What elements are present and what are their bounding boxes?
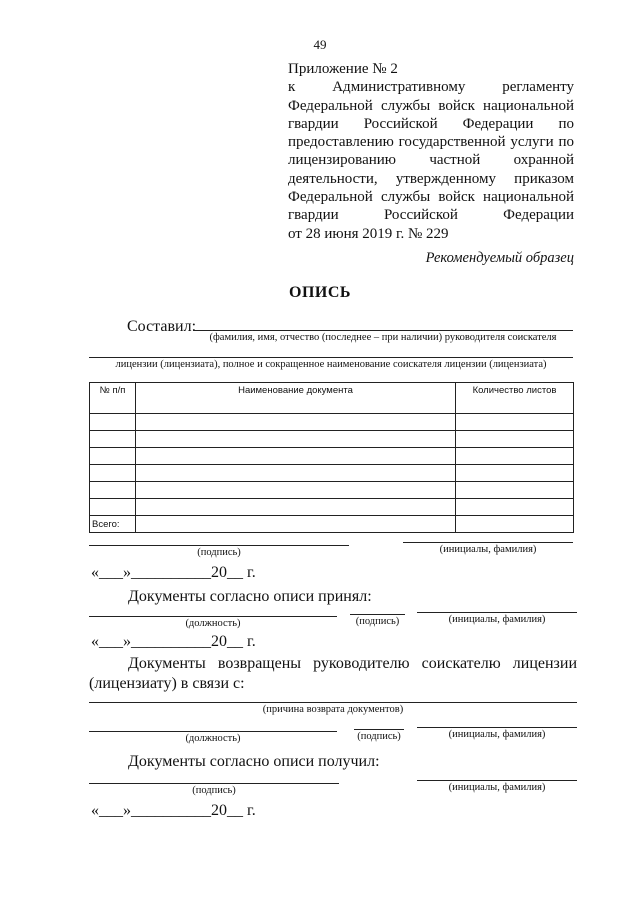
table-cell xyxy=(136,431,456,448)
date-line: «___»__________20__ г. xyxy=(91,802,256,819)
date-line: «___»__________20__ г. xyxy=(91,564,256,581)
table-cell xyxy=(136,482,456,499)
composed-line-2 xyxy=(89,357,573,358)
signature-caption: (подпись) xyxy=(197,547,241,558)
appendix-line: предоставлению государственной услуги по xyxy=(288,134,574,151)
table-row xyxy=(90,482,574,499)
signature-caption: (подпись) xyxy=(355,616,400,627)
composed-caption-1: (фамилия, имя, отчество (последнее – при наличии) руководителя соискателя xyxy=(209,332,557,343)
recommended-sample-note: Рекомендуемый образец xyxy=(425,250,574,266)
document-title: ОПИСЬ xyxy=(289,284,351,301)
inventory-table xyxy=(89,382,574,533)
initials-line xyxy=(417,780,577,781)
appendix-line: к Административному регламенту xyxy=(288,79,574,96)
table-cell xyxy=(90,431,136,448)
table-cell xyxy=(90,482,136,499)
reason-line xyxy=(89,702,577,703)
appendix-line: гвардии Российской Федерации xyxy=(288,207,574,224)
appendix-line: Федеральной службы войск национальной xyxy=(288,97,574,114)
table-row xyxy=(90,499,574,516)
appendix-line: Приложение № 2 xyxy=(288,61,398,77)
table-cell xyxy=(136,465,456,482)
appendix-line: гвардии Российской Федерации по xyxy=(288,115,574,132)
position-line xyxy=(89,731,337,732)
appendix-header xyxy=(288,60,574,243)
table-cell xyxy=(456,499,574,516)
initials-line xyxy=(417,612,577,613)
table-total-row xyxy=(90,516,574,533)
signature-line xyxy=(350,614,405,615)
initials-caption: (инициалы, фамилия) xyxy=(448,782,546,793)
composed-label: Составил: xyxy=(127,318,197,335)
col-header-document: Наименование документа xyxy=(136,383,456,414)
composed-line xyxy=(193,330,573,331)
table-row xyxy=(90,414,574,431)
returned-heading-text: Документы возвращены руководителю соискателю лицензии xyxy=(128,655,577,672)
appendix-line: деятельности, утвержденному приказом xyxy=(288,170,574,187)
initials-caption: (инициалы, фамилия) xyxy=(448,729,546,740)
table-cell xyxy=(136,414,456,431)
table-cell xyxy=(456,465,574,482)
appendix-line: лицензированию частной охранной xyxy=(288,152,574,169)
appendix-line: Федеральной службы войск национальной xyxy=(288,189,574,206)
signature-caption: (подпись) xyxy=(357,731,401,742)
signature-line xyxy=(89,545,349,546)
table-row xyxy=(90,431,574,448)
returned-heading-line-2: (лицензиату) в связи с: xyxy=(89,675,245,692)
signature-caption: (подпись) xyxy=(192,785,236,796)
accepted-heading: Документы согласно описи принял: xyxy=(128,588,372,605)
position-caption: (должность) xyxy=(185,733,241,744)
initials-line xyxy=(403,542,573,543)
table-cell xyxy=(456,516,574,533)
table-cell xyxy=(456,431,574,448)
table-cell xyxy=(136,499,456,516)
col-header-sheets: Количество листов xyxy=(456,383,574,414)
table-row xyxy=(90,448,574,465)
col-header-number: № п/п xyxy=(90,383,136,414)
signature-line xyxy=(354,729,404,730)
table-cell xyxy=(456,482,574,499)
table-header-row xyxy=(90,383,574,414)
table-cell xyxy=(90,448,136,465)
initials-line xyxy=(417,727,577,728)
table-cell xyxy=(136,448,456,465)
table-cell xyxy=(456,448,574,465)
position-line xyxy=(89,616,337,617)
page-number: 49 xyxy=(313,37,327,52)
initials-caption: (инициалы, фамилия) xyxy=(448,614,546,625)
received-heading: Документы согласно описи получил: xyxy=(128,753,380,770)
table-cell xyxy=(90,465,136,482)
position-caption: (должность) xyxy=(185,618,241,629)
composed-caption-2: лицензии (лицензиата), полное и сокращенное наименование соискателя лицензии (лицензиата) xyxy=(115,359,547,370)
initials-caption: (инициалы, фамилия) xyxy=(439,544,537,555)
table-cell xyxy=(456,414,574,431)
table-cell xyxy=(136,516,456,533)
table-cell xyxy=(90,499,136,516)
appendix-line: от 28 июня 2019 г. № 229 xyxy=(288,225,449,242)
signature-line xyxy=(89,783,339,784)
table-cell xyxy=(90,414,136,431)
total-label: Всего: xyxy=(90,516,136,533)
returned-heading-line-1 xyxy=(128,655,577,673)
date-line: «___»__________20__ г. xyxy=(91,633,256,650)
table-row xyxy=(90,465,574,482)
reason-caption: (причина возврата документов) xyxy=(262,704,404,715)
